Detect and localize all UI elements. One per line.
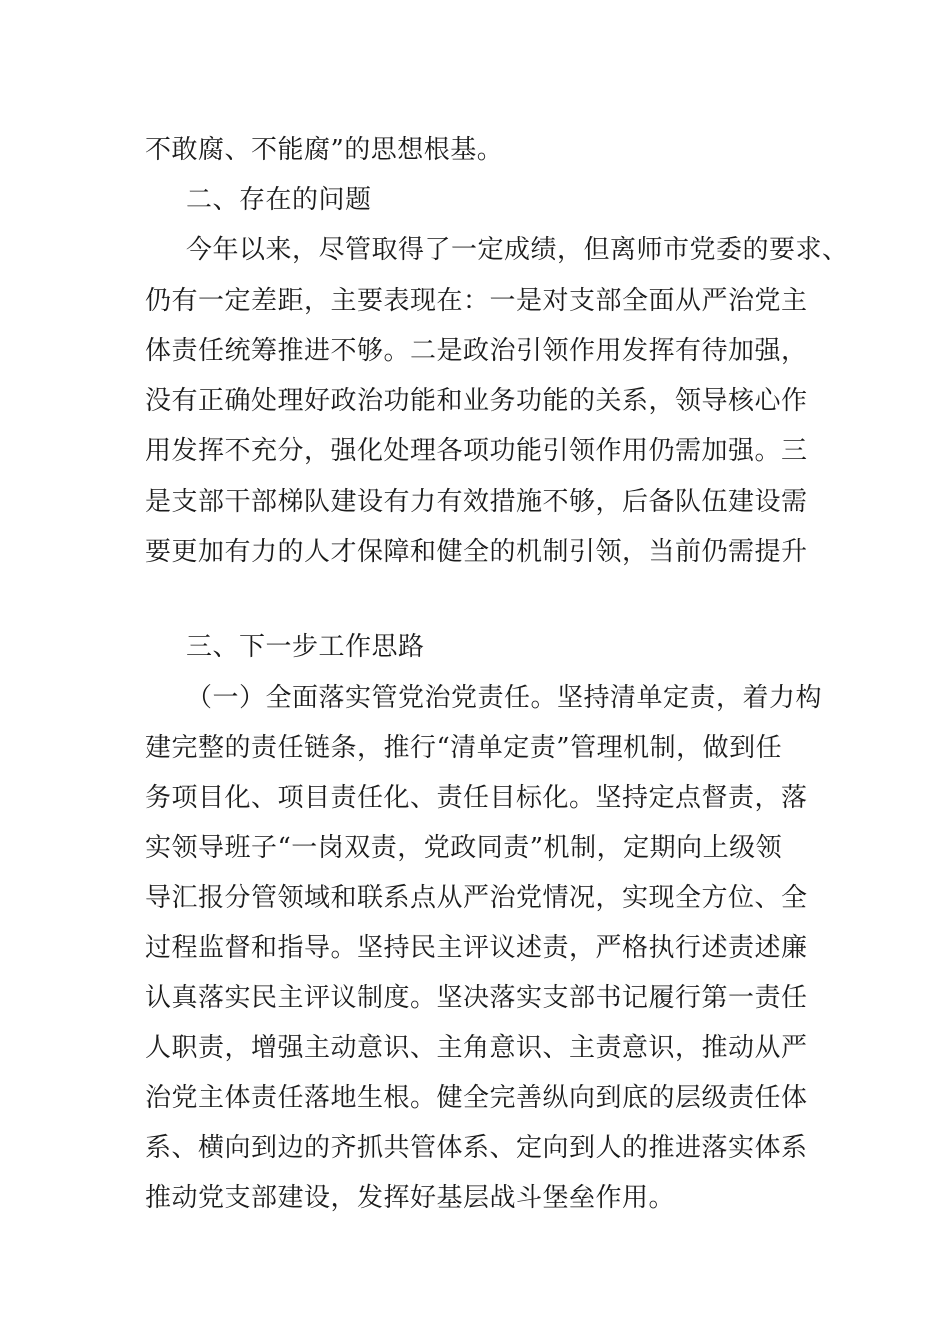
body-text-line: 用发挥不充分，强化处理各项功能引领作用仍需加强。三 (145, 436, 808, 466)
body-text-line: 建完整的责任链条，推行“清单定责”管理机制，做到任 (145, 733, 783, 763)
body-text-line: 过程监督和指导。坚持民主评议述责，严格执行述责述廉 (145, 933, 808, 963)
body-text-line: （一）全面落实管党治党责任。坚持清单定责，着力构 (186, 683, 823, 713)
section-heading: 三、下一步工作思路 (186, 632, 425, 662)
body-text-line: 要更加有力的人才保障和健全的机制引领，当前仍需提升 (145, 537, 808, 567)
body-text-line: 推动党支部建设，发挥好基层战斗堡垒作用。 (145, 1183, 676, 1213)
body-text-line: 导汇报分管领域和联系点从严治党情况，实现全方位、全 (145, 883, 808, 913)
body-text-line: 系、横向到边的齐抓共管体系、定向到人的推进落实体系 (145, 1133, 808, 1163)
body-text-line: 认真落实民主评议制度。坚决落实支部书记履行第一责任 (145, 983, 808, 1013)
section-heading: 二、存在的问题 (186, 185, 372, 215)
body-text-line: 体责任统筹推进不够。二是政治引领作用发挥有待加强， (145, 336, 808, 366)
body-text-line: 今年以来，尽管取得了一定成绩，但离师市党委的要求、 (186, 235, 849, 265)
body-text-line: 是支部干部梯队建设有力有效措施不够，后备队伍建设需 (145, 487, 808, 517)
body-text-line: 仍有一定差距，主要表现在：一是对支部全面从严治党主 (145, 286, 808, 316)
body-text-line: 不敢腐、不能腐”的思想根基。 (145, 135, 504, 165)
body-text-line: 人职责，增强主动意识、主角意识、主责意识，推动从严 (145, 1033, 808, 1063)
body-text-line: 务项目化、项目责任化、责任目标化。坚持定点督责，落 (145, 783, 808, 813)
body-text-line: 治党主体责任落地生根。健全完善纵向到底的层级责任体 (145, 1083, 808, 1113)
body-text-line: 没有正确处理好政治功能和业务功能的关系，领导核心作 (145, 386, 808, 416)
body-text-line: 实领导班子“一岗双责，党政同责”机制，定期向上级领 (145, 833, 783, 863)
